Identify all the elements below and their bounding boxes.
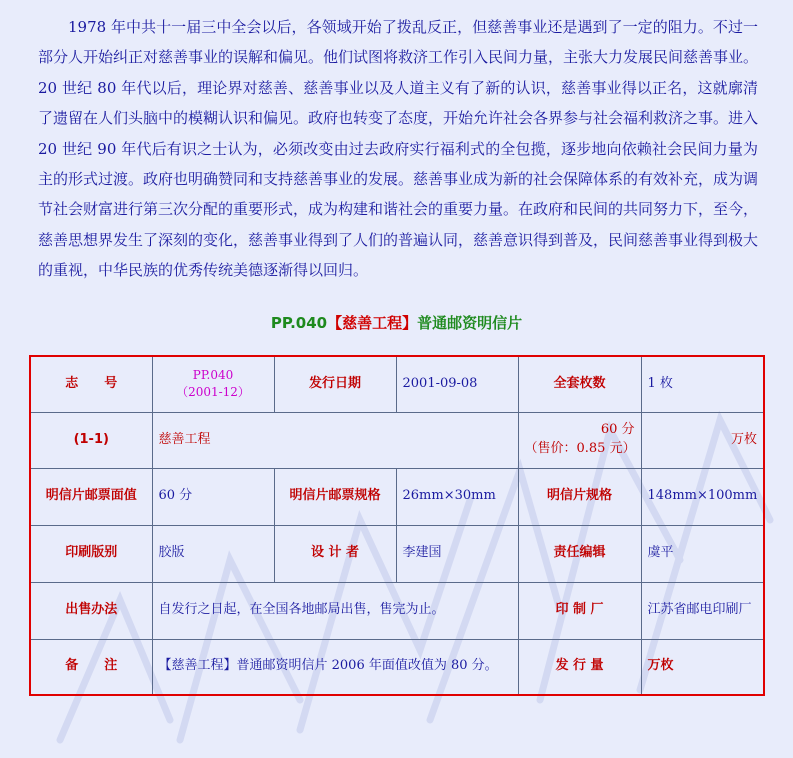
item-quantity: 万枚 — [641, 412, 764, 468]
table-row — [30, 525, 764, 582]
designer-value: 李建国 — [396, 525, 518, 582]
table-row — [30, 356, 764, 412]
mark-label: 志 号 — [30, 356, 152, 412]
designer-label: 设 计 者 — [274, 525, 396, 582]
editor-value: 虞平 — [641, 525, 764, 582]
face-value: 60 分 — [152, 468, 274, 525]
card-size-label: 明信片规格 — [518, 468, 641, 525]
print-type-label: 印刷版别 — [30, 525, 152, 582]
stamp-info-table — [29, 355, 765, 696]
article-paragraph: 1978 年中共十一届三中全会以后，各领域开始了拨乱反正，但慈善事业还是遇到了一定的阻力。不过一部分人开始纠正对慈善事业的误解和偏见。他们试图将救济工作引入民间力量，主张大力发展民间慈善事业。20 世纪 80 年代以后，理论界对慈善、慈善事业以及人道主义有了新的认识，慈善事业得以正名，这就廓清了遗留在人们头脑中的模糊认识和偏见。政府也转变了态度，开始允许社会各界参与社会福利救济之事。进入 20 世纪 90 年代后有识之士认为，必须改变由过去政府实行福利式的全包揽，逐步地向依赖社会民间力量为主的形式过渡。政府也明确赞同和支持慈善事业的发展。慈善事业成为新的社会保障体系的有效补充，成为调节社会财富进行第三次分配的重要形式，成为构建和谐社会的重要力量。在政府和民间的共同努力下，至今，慈善思想界发生了深刻的变化，慈善事业得到了人们的普遍认同，慈善意识得到普及，民间慈善事业得到极大的重视，中华民族的优秀传统美德逐渐得以回归。 — [38, 18, 759, 280]
title-bracket-name: 【慈善工程】 — [327, 314, 418, 332]
card-size-value: 148mm×100mm — [641, 468, 764, 525]
item-price — [518, 412, 641, 468]
stamp-size-label: 明信片邮票规格 — [274, 468, 396, 525]
editor-label: 责任编辑 — [518, 525, 641, 582]
set-count-label: 全套枚数 — [518, 356, 641, 412]
note-label: 备 注 — [30, 639, 152, 695]
stamp-size-value: 26mm×30mm — [396, 468, 518, 525]
printer-label: 印 制 厂 — [518, 582, 641, 639]
issue-quantity-value: 万枚 — [641, 639, 764, 695]
mark-value — [152, 356, 274, 412]
table-row — [30, 468, 764, 525]
item-name: 慈善工程 — [152, 412, 518, 468]
date-label: 发行日期 — [274, 356, 396, 412]
title-suffix: 普通邮资明信片 — [417, 314, 523, 332]
print-type-value: 胶版 — [152, 525, 274, 582]
set-count-value: 1 枚 — [641, 356, 764, 412]
item-face-price: 60 分 — [600, 422, 635, 438]
note-value: 【慈善工程】普通邮资明信片 2006 年面值改值为 80 分。 — [152, 639, 518, 695]
table-row — [30, 582, 764, 639]
sale-method-value: 自发行之日起，在全国各地邮局出售，售完为止。 — [152, 582, 518, 639]
mark-code: PP.040 — [192, 367, 234, 382]
title-prefix: PP.040 — [270, 314, 328, 332]
issue-quantity-label: 发 行 量 — [518, 639, 641, 695]
stamp-title — [0, 312, 793, 333]
table-row — [30, 639, 764, 695]
printer-value: 江苏省邮电印刷厂 — [641, 582, 764, 639]
mark-year: （2001-12） — [176, 385, 250, 400]
table-row — [30, 412, 764, 468]
item-sale-price: （售价：0.85 元） — [524, 441, 636, 456]
sale-method-label: 出售办法 — [30, 582, 152, 639]
issue-date-value: 2001-09-08 — [396, 356, 518, 412]
face-value-label: 明信片邮票面值 — [30, 468, 152, 525]
item-index: (1-1) — [30, 412, 152, 468]
